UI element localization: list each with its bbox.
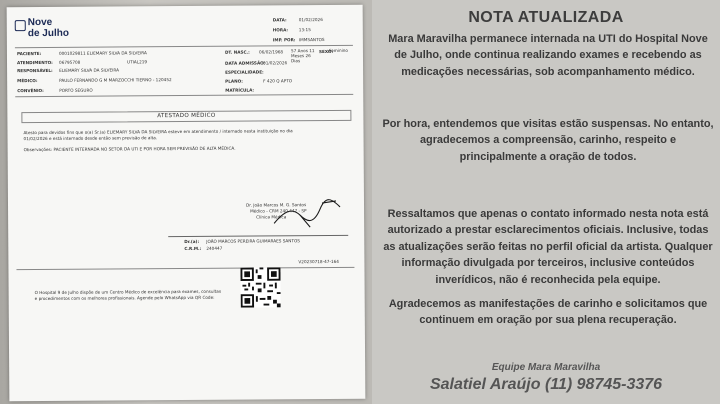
observacoes: Observações: PACIENTE INTERNADA NO SETOR DA UTI E POR HORA SEM PREVISÃO DE ALTA MÉDICA. <box>23 145 236 153</box>
hospital-logo <box>15 17 95 44</box>
crm-label: C.R.M.: <box>184 245 202 252</box>
medico-value: PAULO FERNANDO G M MARZOCCHI TIERNO - 120452 <box>59 77 172 83</box>
responsavel-label: RESPONSÁVEL: <box>17 67 53 74</box>
logo-mark-icon <box>15 20 26 31</box>
medico-label: MÉDICO: <box>17 78 38 84</box>
paciente-label: PACIENTE: <box>16 51 42 57</box>
certificate-title: ATESTADO MÉDICO <box>21 110 351 123</box>
logo-line2: de Julho <box>27 27 69 40</box>
stamp-line3: Clínica Médica <box>256 214 287 220</box>
doctor-label: Dr.(a): <box>184 238 200 245</box>
hora-label: HORA: <box>272 27 289 33</box>
contact-signature: Salatiel Araújo (11) 98745-3376 <box>429 376 663 393</box>
footer-divider <box>16 267 354 270</box>
note-paragraph-1: Mara Maravilha permanece internada na UTI do Hospital Nove de Julho, onde continua realizando exames e recebendo as medicações necessárias, sob acompanhamento médico. <box>388 33 708 78</box>
data-value: 01/02/2026 <box>298 17 323 23</box>
body-line2: 01/02/2026 e está internado desde então sem previsão de alta. <box>23 135 158 142</box>
qr-code-icon[interactable] <box>240 267 280 307</box>
nasc-label: DT. NASC.: <box>224 49 250 55</box>
note-paragraph-2: Por hora, entendemos que visitas estão suspensas. No entanto, agradecemos a compreensão, carinho, respeito e principalmente a oração de todos. <box>382 118 714 163</box>
body-line1: Atesto para devidos fins que o(a) Sr.(a) ELIEMARY SILVA DA SILVEIRA esteve em atendimento / internado nesta instituição no dia <box>23 128 293 136</box>
admissao-value: 01/02/2026 <box>263 60 288 66</box>
responsavel-value: ELIEMARY SILVA DA SILVEIRA <box>59 67 119 73</box>
imp-label: IMP. POR: <box>272 37 296 43</box>
medical-certificate <box>7 5 366 401</box>
convenio-label: CONVÊNIO: <box>17 87 44 94</box>
sexo-label: SEXO: <box>318 48 334 55</box>
stamp-line1: Dr. João Marcos M. G. Santos <box>245 202 307 208</box>
atendimento-label: ATENDIMENTO: <box>16 59 53 66</box>
data-label: DATA: <box>272 17 287 23</box>
plano-value: F 420 Q APTO <box>263 78 293 84</box>
footer-line2: e procedimentos com os melhores profissionais. Agende pelo WhatsApp via QR Code: <box>34 294 215 302</box>
sexo-value: Feminino <box>328 47 349 53</box>
stamp-line2: Médico - CRM 240.447 - SP <box>250 208 307 214</box>
announcement-panel <box>372 0 720 404</box>
setor-value: UTIAL219 <box>126 59 148 65</box>
matricula-label: MATRÍCULA: <box>225 87 255 93</box>
logo-line1: Nove <box>27 16 53 29</box>
idade-value: 57 Anos 11 Meses 26 Dias <box>290 48 315 63</box>
plano-label: PLANO: <box>225 78 243 84</box>
convenio-value: PORTO SEGURO <box>59 87 93 93</box>
hora-value: 13:15 <box>298 27 311 33</box>
imp-value: IMMSANTOS <box>298 37 325 43</box>
especialidade-label: ESPECIALIDADE: <box>225 69 264 75</box>
paciente-value: 0001029811 ELIEMARY SILVA DA SILVEIRA <box>58 50 147 56</box>
admissao-label: DATA ADMISSÃO: <box>225 60 266 66</box>
doctor-name: JOÃO MARCOS PEREIRA GUIMARAES SANTOS <box>206 238 300 244</box>
team-name: Equipe Mara Maravilha <box>491 362 601 373</box>
nasc-value: 06/02/1968 <box>258 49 284 55</box>
signature-line <box>168 235 348 237</box>
note-paragraph-4: Agradecemos as manifestações de carinho e solicitamos que continuem em oração por sua plena recuperação. <box>388 298 708 327</box>
document-code: V20230718-47-164 <box>298 258 339 265</box>
note-paragraph-3: Ressaltamos que apenas o contato informado nesta nota está autorizado a prestar esclarecimentos oficiais. Inclusive, todas as atualizações serão feitas no perfil oficial da artista. Qualquer informação divulgada por terceiros, inclusive conteúdos inverídicos, não é reconhecida pela equipe. <box>383 208 713 286</box>
atendimento-value: 06795708 <box>58 59 81 65</box>
handwritten-signature <box>270 193 350 234</box>
footer-line1: O Hospital 9 de Julho dispõe de um Centro Médico de excelência para exames, consultas <box>34 288 222 296</box>
crm-value: 240447 <box>206 245 223 251</box>
patient-divider <box>15 94 353 97</box>
note-title: NOTA ATUALIZADA <box>468 9 624 26</box>
